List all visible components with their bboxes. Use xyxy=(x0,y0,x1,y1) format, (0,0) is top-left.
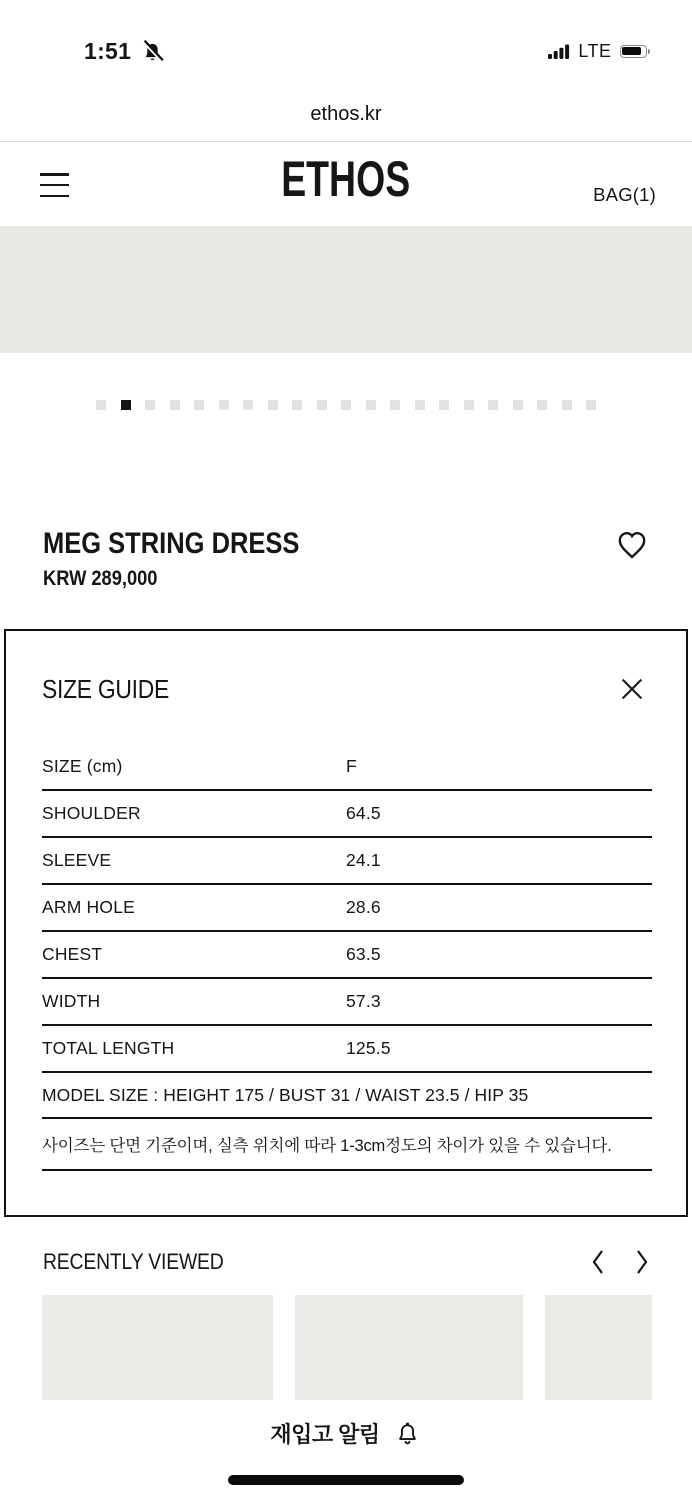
size-guide-title: SIZE GUIDE xyxy=(42,673,170,704)
size-row-label: WIDTH xyxy=(42,991,101,1011)
size-note-row: 사이즈는 단면 기준이며, 실측 위치에 따라 1-3cm정도의 차이가 있을 수 있습니다. xyxy=(42,1119,652,1171)
size-row-value: 63.5 xyxy=(346,944,381,964)
size-row xyxy=(42,744,652,791)
size-row xyxy=(42,1026,652,1073)
carousel-dot[interactable] xyxy=(341,400,351,410)
size-row-label: SHOULDER xyxy=(42,803,141,823)
size-row-label: SIZE (cm) xyxy=(42,756,123,776)
size-row xyxy=(42,791,652,838)
recently-viewed-item[interactable] xyxy=(545,1295,652,1400)
clock: 1:51 xyxy=(84,37,132,64)
carousel-dot[interactable] xyxy=(268,400,278,410)
status-left xyxy=(84,38,166,65)
carousel-dot[interactable] xyxy=(145,400,155,410)
recently-viewed-header xyxy=(43,1248,652,1276)
recently-viewed-list xyxy=(0,1295,692,1400)
product-summary xyxy=(43,527,652,591)
carousel-dot[interactable] xyxy=(586,400,596,410)
carousel-dots xyxy=(0,400,692,410)
recently-viewed-item[interactable] xyxy=(295,1295,523,1400)
carousel-dot[interactable] xyxy=(317,400,327,410)
chevron-right-icon xyxy=(634,1248,650,1276)
wishlist-button[interactable] xyxy=(612,525,652,563)
carousel-dot[interactable] xyxy=(439,400,449,410)
size-row-value: 57.3 xyxy=(346,991,381,1011)
carousel-dot[interactable] xyxy=(219,400,229,410)
battery-icon xyxy=(620,45,651,58)
size-row-value: 28.6 xyxy=(346,897,381,917)
restock-alert-button[interactable] xyxy=(0,1400,692,1500)
carousel-dot-active[interactable] xyxy=(121,400,131,410)
recently-viewed-arrows xyxy=(588,1248,652,1276)
size-row-value: 24.1 xyxy=(346,850,381,870)
carousel-dot[interactable] xyxy=(562,400,572,410)
size-row xyxy=(42,838,652,885)
close-button[interactable] xyxy=(616,673,648,705)
size-row-label: ARM HOLE xyxy=(42,897,136,917)
restock-alert-label: 재입고 알림 xyxy=(270,1421,380,1447)
size-guide-modal xyxy=(4,629,688,1217)
size-row-label: CHEST xyxy=(42,944,103,964)
carousel-dot[interactable] xyxy=(194,400,204,410)
carousel-dot[interactable] xyxy=(415,400,425,410)
site-logo[interactable]: ETHOS xyxy=(281,151,411,208)
next-button[interactable] xyxy=(632,1248,652,1276)
size-table xyxy=(42,744,652,1073)
carousel-dot[interactable] xyxy=(243,400,253,410)
carousel-dot[interactable] xyxy=(488,400,498,410)
network-type-label: LTE xyxy=(578,40,612,61)
size-row xyxy=(42,932,652,979)
bell-icon xyxy=(393,1419,422,1448)
home-indicator[interactable] xyxy=(228,1475,464,1485)
size-row-label: TOTAL LENGTH xyxy=(42,1038,175,1058)
bag-button[interactable]: BAG(1) xyxy=(593,184,656,205)
status-right xyxy=(548,41,650,62)
size-row-label: SLEEVE xyxy=(42,850,112,870)
product-price: KRW 289,000 xyxy=(43,566,158,590)
recently-viewed-item[interactable] xyxy=(42,1295,273,1400)
carousel-dot[interactable] xyxy=(292,400,302,410)
prev-button[interactable] xyxy=(588,1248,608,1276)
carousel-dot[interactable] xyxy=(366,400,376,410)
product-title: MEG STRING DRESS xyxy=(43,527,300,560)
size-row-value: 125.5 xyxy=(346,1038,391,1058)
size-guide-header xyxy=(42,631,652,705)
heart-icon xyxy=(612,525,652,563)
carousel-dot[interactable] xyxy=(170,400,180,410)
model-size-row: MODEL SIZE : HEIGHT 175 / BUST 31 / WAIST 23.5 / HIP 35 xyxy=(42,1073,652,1119)
browser-url[interactable]: ethos.kr xyxy=(310,103,382,125)
signal-icon xyxy=(548,44,570,59)
carousel-dot[interactable] xyxy=(513,400,523,410)
status-bar xyxy=(0,0,692,84)
carousel-dot[interactable] xyxy=(390,400,400,410)
size-row-value: F xyxy=(346,756,357,776)
product-text xyxy=(43,527,345,591)
recently-viewed-title: RECENTLY VIEWED xyxy=(43,1249,224,1274)
carousel-dot[interactable] xyxy=(464,400,474,410)
bell-muted-icon xyxy=(139,38,166,65)
size-row xyxy=(42,979,652,1026)
site-header xyxy=(0,142,692,226)
size-row xyxy=(42,885,652,932)
close-icon xyxy=(616,673,648,705)
product-image[interactable] xyxy=(0,226,692,353)
carousel-dot[interactable] xyxy=(537,400,547,410)
chevron-left-icon xyxy=(590,1248,606,1276)
size-row-value: 64.5 xyxy=(346,803,381,823)
carousel-dot[interactable] xyxy=(96,400,106,410)
